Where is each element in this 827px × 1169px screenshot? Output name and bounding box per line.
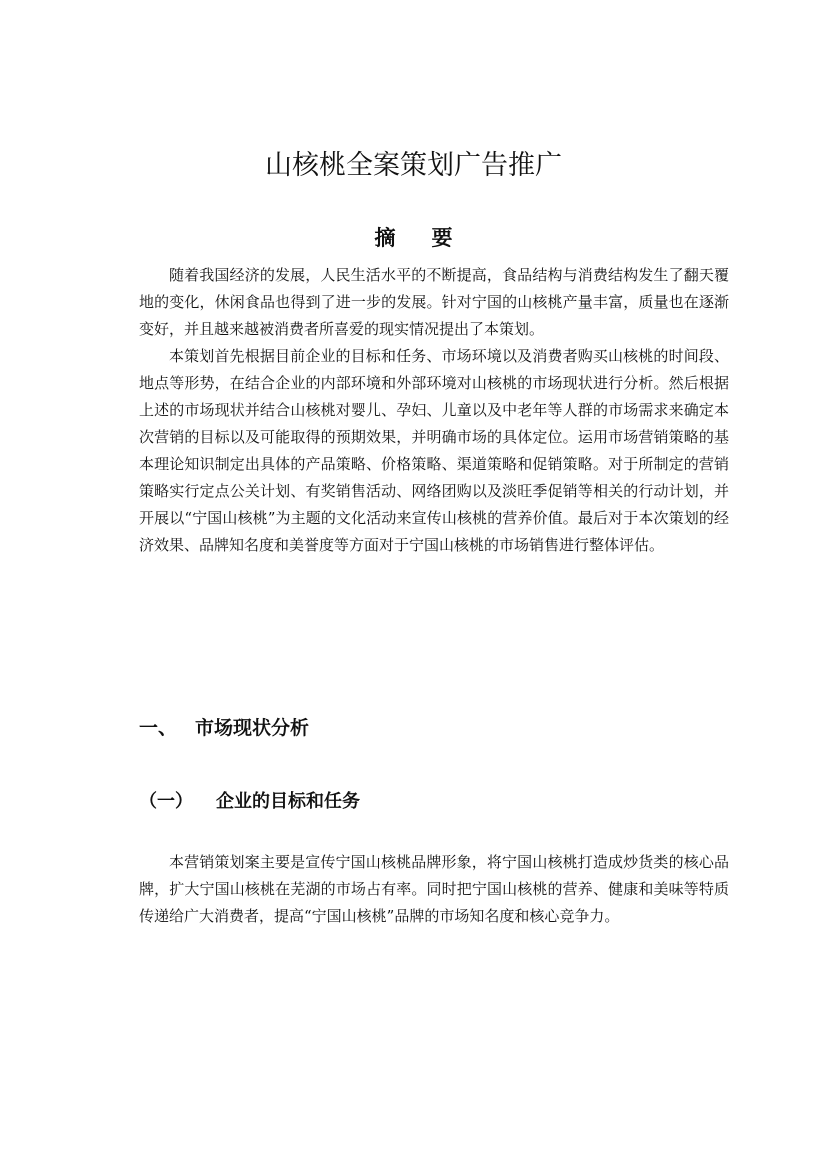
subsection-number: （一）	[139, 791, 193, 812]
abstract-heading-char-1: 摘	[374, 225, 396, 250]
subsection-title: 企业的目标和任务	[216, 791, 360, 812]
abstract-paragraph-1: 随着我国经济的发展，人民生活水平的不断提高，食品结构与消费结构发生了翻天覆地的变化，休闲食品也得到了进一步的发展。针对宁国的山核桃产量丰富，质量也在逐渐变好，并且越来越被消费者所喜爱的现实情况提出了本策划。	[139, 266, 729, 338]
abstract-paragraph-2: 本策划首先根据目前企业的目标和任务、市场环境以及消费者购买山核桃的时间段、地点等形势，在结合企业的内部环境和外部环境对山核桃的市场现状进行分析。然后根据上述的市场现状并结合山核桃对婴儿、孕妇、儿童以及中老年等人群的市场需求来确定本次营销的目标以及可能取得的预期效果，并明确市场的具体定位。运用市场营销策略的基本理论知识制定出具体的产品策略、价格策略、渠道策略和促销策略。对于所制定的营销策略实行定点公关计划、有奖销售活动、网络团购以及淡旺季促销等相关的行动计划，并开展以“宁国山核桃”为主题的文化活动来宣传山核桃的营养价值。最后对于本次策划的经济效果、品牌知名度和美誉度等方面对于宁国山核桃的市场销售进行整体评估。	[139, 347, 729, 554]
abstract-body	[139, 262, 729, 559]
subsection-heading	[139, 786, 360, 818]
section-heading	[139, 712, 309, 744]
document-title: 山核桃全案策划广告推广	[265, 150, 562, 181]
subsection-paragraph-1: 本营销策划案主要是宣传宁国山核桃品牌形象，将宁国山核桃打造成炒货类的核心品牌，扩大宁国山核桃在芜湖的市场占有率。同时把宁国山核桃的营养、健康和美味等特质传递给广大消费者，提高“宁国山核桃”品牌的市场知名度和核心竞争力。	[139, 853, 729, 925]
subsection-body	[139, 849, 729, 930]
abstract-heading	[0, 222, 827, 254]
section-number: 一、	[139, 717, 178, 739]
section-title: 市场现状分析	[195, 717, 310, 739]
abstract-heading-char-2: 要	[431, 225, 453, 250]
